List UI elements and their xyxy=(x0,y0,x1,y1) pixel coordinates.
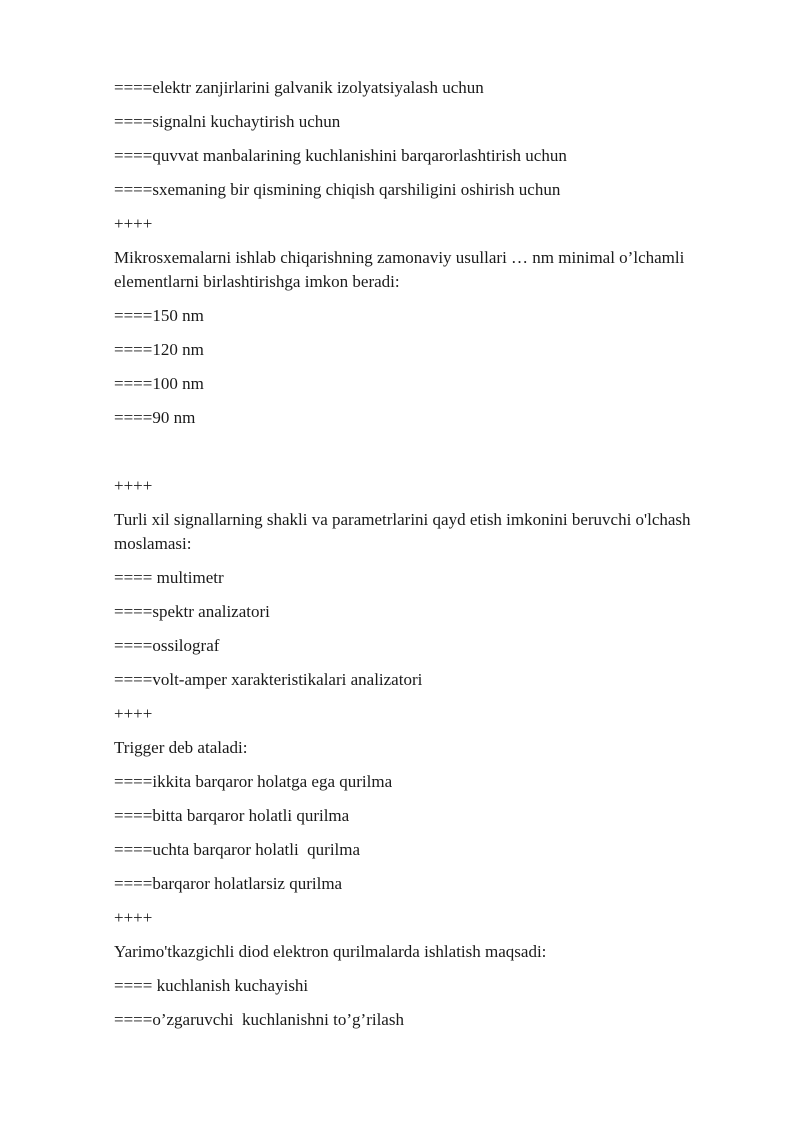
question-separator: ++++ xyxy=(114,704,153,723)
answer-option: ==== kuchlanish kuchayishi xyxy=(114,976,309,995)
answer-option: ====sxemaning bir qismining chiqish qarshiligini oshirish uchun xyxy=(114,180,561,199)
question-text: Mikrosxemalarni ishlab chiqarishning zamonaviy usullari … nm minimal o’lchamli elementlarni birlashtirishga imkon beradi: xyxy=(114,248,685,291)
question-text: Yarimo'tkazgichli diod elektron qurilmalarda ishlatish maqsadi: xyxy=(114,942,547,961)
answer-option: ====o’zgaruvchi kuchlanishni to’g’rilash xyxy=(114,1010,404,1029)
question-text: Turli xil signallarning shakli va parametrlarini qayd etish imkonini beruvchi o'lchash moslamasi: xyxy=(114,510,691,553)
answer-option: ====signalni kuchaytirish uchun xyxy=(114,112,341,131)
question-separator: ++++ xyxy=(114,908,153,927)
answer-option: ====bitta barqaror holatli qurilma xyxy=(114,806,350,825)
answer-option: ====elektr zanjirlarini galvanik izolyatsiyalash uchun xyxy=(114,78,484,97)
answer-option: ====ikkita barqaror holatga ega qurilma xyxy=(114,772,393,791)
question-separator: ++++ xyxy=(114,214,153,233)
answer-option: ====150 nm xyxy=(114,306,204,325)
answer-option: ====spektr analizatori xyxy=(114,602,270,621)
answer-option: ====90 nm xyxy=(114,408,196,427)
answer-option: ====volt-amper xarakteristikalari analizatori xyxy=(114,670,423,689)
answer-option: ==== multimetr xyxy=(114,568,224,587)
question-separator: ++++ xyxy=(114,476,153,495)
question-text: Trigger deb ataladi: xyxy=(114,738,248,757)
answer-option: ====ossilograf xyxy=(114,636,220,655)
answer-option: ====barqaror holatlarsiz qurilma xyxy=(114,874,343,893)
answer-option: ====100 nm xyxy=(114,374,204,393)
answer-option: ====uchta barqaror holatli qurilma xyxy=(114,840,361,859)
answer-option: ====120 nm xyxy=(114,340,204,359)
answer-option: ====quvvat manbalarining kuchlanishini barqarorlashtirish uchun xyxy=(114,146,567,165)
